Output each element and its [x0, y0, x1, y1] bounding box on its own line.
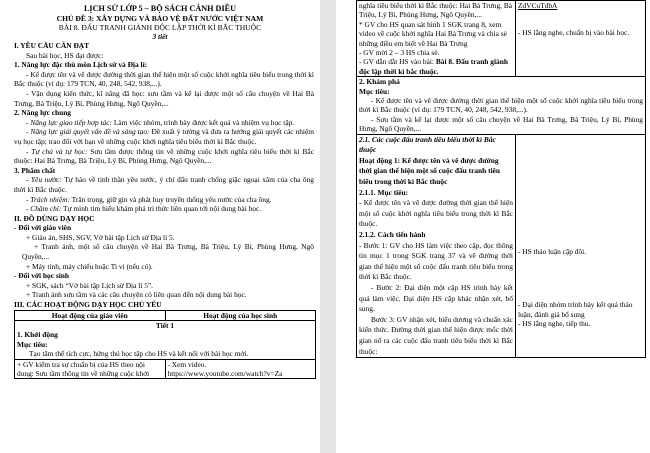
paragraph: [0, 204, 320, 214]
page-gutter: [320, 0, 336, 453]
activity-heading: 2. Khám phá: [359, 77, 400, 87]
procedure-heading: 2.1.2. Cách tiến hành: [359, 230, 426, 240]
student-activity: - Đại diện nhóm trình bày kết quả thảo luận, đánh giá bổ sung: [517, 300, 633, 319]
objective-text: Tạo tâm thế tích cực, hứng thú học tập cho HS và kết nối với bài học mới.: [29, 349, 249, 359]
teacher-text: - GV dẫn dắt HS vào bài:: [359, 57, 434, 67]
paragraph: [0, 175, 320, 194]
paragraph: - Vận dụng kiến thức, kĩ năng đã học: sưu tầm và kể lại được một số câu chuyện về Hai Bà Trưng, Bà Triệu, Lý Bí, Phùng Hưng, Ngô Quyền,...: [14, 88, 314, 108]
student-activity: - HS lắng nghe, chuẩn bị vào bài học.: [517, 28, 630, 38]
skill-text: Đề xuất ý tưởng và đưa ra hướng giải quyết các nhiệm vụ học tập; trao đổi với bạn về những cuộc khởi nghĩa tiêu biểu thời kì Bắc thuộc.: [14, 127, 314, 146]
quality-text: Tự hào về tinh thần yêu nước, ý chí đấu tranh chống giặc ngoại xâm của cha ông thời kì Bắc thuộc.: [14, 175, 314, 194]
subsection-heading: 2. Năng lực chung: [14, 108, 71, 118]
subsection-heading: - Đối với học sinh: [14, 271, 70, 281]
paragraph: [0, 127, 320, 146]
doc-title: LỊCH SỬ LỚP 5 – BỘ SÁCH CÁNH DIỀU: [83, 4, 237, 13]
quality-label: - Chăm chỉ:: [26, 204, 62, 214]
quality-text: Trân trọng, giữ gìn và phát huy truyền thống yêu nước của cha ông.: [69, 194, 272, 204]
subsection-heading: - Đối với giáo viên: [14, 223, 72, 233]
skill-label: - Năng lực giải quyết vấn đề và sáng tạo:: [26, 127, 150, 137]
student-cell: [515, 134, 645, 357]
paragraph: [0, 118, 320, 128]
procedure-step: - Bước 1: GV cho HS làm việc theo cặp, đọc thông tin mục 1 trong SGK trang 37 và vẽ đường thời gian thể hiện một số cuộc đấu tranh tiêu biểu trong thời kì Bắc thuộc.: [359, 240, 513, 282]
skill-text: Sưu tầm được thông tin về những cuộc khởi nghĩa tiêu biểu thời kì Bắc thuộc: Hai Bà Trưng, Bà Triệu, Lý Bí, Phùng Hưng, Ngô Quyền,...: [14, 146, 314, 166]
teacher-cell: [357, 134, 516, 357]
teacher-cell: [357, 1, 516, 77]
student-cell: [515, 1, 645, 77]
right-page: [336, 0, 650, 453]
paragraph: + Giáo án, SHS, SGV, Vở bài tập Lịch sử Địa lí 5.: [26, 232, 175, 242]
topic-title: CHỦ ĐỀ 3: XÂY DỰNG VÀ BẢO VỆ ĐẤT NƯỚC VIỆT NAM: [56, 14, 264, 23]
student-activity: - Xem video.: [167, 359, 207, 369]
skill-text: Làm việc nhóm, trình bày được kết quả và nhiệm vụ học tập.: [111, 117, 295, 127]
teacher-activity: nghĩa tiêu biểu thời kì Bắc thuộc: Hai Bà Trưng, Bà Triệu, Lý Bí, Phùng Hưng, Ngô Quyền,...: [359, 1, 513, 20]
activity-title: Hoạt động 1: Kể được tên và vẽ được đường thời gian thể hiện một số cuộc đấu tranh tiêu biểu trong thời kì Bắc thuộc: [359, 155, 501, 187]
table-row: [15, 321, 316, 360]
activities-table: [14, 310, 316, 380]
objective-label: Mục tiêu:: [359, 86, 390, 96]
objective-label: 2.1.1. Mục tiêu:: [359, 187, 409, 197]
paragraph: + Tranh ảnh sưu tầm và các câu chuyện có liên quan đến nội dung bài học.: [26, 290, 247, 300]
quality-label: - Trách nhiệm:: [26, 194, 70, 204]
objective-label: Mục tiêu:: [17, 339, 48, 349]
student-activity: - HS lắng nghe, tiếp thu.: [517, 318, 591, 328]
teacher-activity: - GV mời 2 – 3 HS chia sẻ.: [359, 48, 440, 58]
objective-text: - Sưu tầm và kể lại được một số câu chuyện về Hai Bà Trưng, Bà Triệu, Lý Bí, Phùng Hưng, Ngô Quyền,...: [359, 114, 643, 134]
skill-label: - Tự chủ và tự học:: [26, 146, 88, 156]
left-page: [0, 0, 320, 453]
teacher-cell: [15, 359, 166, 379]
paragraph: [0, 147, 320, 166]
subactivity-heading: 2.1. Các cuộc đấu tranh tiêu biểu thời kì Bắc thuộc: [359, 134, 496, 155]
paragraph: [0, 195, 320, 205]
objective-text: - Kể được tên và vẽ được đường thời gian thể hiện một số cuộc khởi nghĩa tiêu biểu trong thời kì Bắc thuộc (ví dụ: 179 TCN, 40, 248, 542, 938,...).: [359, 96, 643, 115]
student-activity: - HS thảo luận cặp đôi.: [517, 246, 587, 256]
period-label: Tiết 1: [155, 321, 175, 331]
quality-label: - Yêu nước:: [26, 175, 62, 185]
skill-label: - Năng lực giao tiếp hợp tác:: [26, 117, 112, 127]
lesson-name: Bài 8. Đấu tranh giành độc lập thời kì bắc thuộc.: [359, 57, 508, 76]
objective-text: - Kể được tên và vẽ được đường thời gian thể hiện một số cuộc khởi nghĩa tiêu biểu trong thời kì Bắc thuộc.: [359, 198, 513, 229]
section-heading: II. ĐỒ DÙNG DẠY HỌC: [14, 213, 95, 223]
procedure-step: - Bước 2: Đại diện một cặp HS trình bày kết quả làm việc. Đại diện HS cặp khác nhận xét, bổ sung.: [359, 283, 513, 314]
teacher-activity: * GV cho HS quan sát hình 1 SGK trang 8, xem video về cuộc khởi nghĩa Hai Bà Trưng và chia sẻ những điều em biết về Hai Bà Trưng: [359, 19, 507, 48]
video-link[interactable]: https://www.youtube.com/watch?v=Za: [167, 369, 283, 379]
teacher-activity: + GV kiểm tra sự chuẩn bị của HS theo nội dung: Sưu tầm thông tin về những cuộc khởi: [17, 359, 150, 379]
video-link-continued[interactable]: ZdVCuTdbA: [517, 1, 558, 10]
lesson-title: BÀI 8. ĐẤU TRANH GIÀNH ĐỘC LẬP THỜI KÌ BẮC THUỘC: [58, 23, 262, 32]
activity-heading: 1. Khởi động: [17, 330, 58, 340]
activities-table-continued: [356, 0, 646, 358]
teacher-activity: [359, 57, 513, 76]
table-header-teacher: Hoạt động của giáo viên: [15, 310, 166, 320]
quality-text: Tự mình tìm hiểu khám phá tri thức liên quan tới nội dung bài học.: [61, 204, 262, 214]
paragraph: + SGK, sách “Vở bài tập Lịch sử Địa lí 5”.: [26, 280, 154, 290]
student-cell: [165, 359, 316, 379]
table-row: [357, 77, 646, 134]
subsection-heading: 1. Năng lực đặc thù môn Lịch sử và Địa lí:: [14, 60, 148, 70]
subsection-heading: 3. Phẩm chất: [14, 165, 56, 175]
procedure-step: Bước 3: GV nhận xét, biểu dương và chuẩn xác kiến thức. Đường thời gian thể hiện được mốc thời gian nổ ra các cuộc đấu tranh tiêu biểu thời kì Bắc thuộc:: [359, 314, 513, 356]
paragraph: + Máy tính, máy chiếu hoặc Ti vi (nếu có).: [26, 261, 153, 271]
activities-table-wrap: [0, 310, 320, 380]
section-heading: III. CÁC HOẠT ĐỘNG DẠY HỌC CHỦ YẾU: [14, 300, 162, 310]
paragraph: Sau bài học, HS đạt được:: [26, 50, 104, 60]
section-heading: I. YÊU CẦU CẦN ĐẠT: [14, 41, 90, 50]
table-header-student: Hoạt động của học sinh: [165, 310, 316, 320]
activities-table-cont-wrap: [336, 0, 650, 358]
paragraph: + Tranh ảnh, một số câu chuyện về Hai Bà Trưng, Bà Triệu, Lý Bí, Phùng Hưng, Ngô Quyền,...: [22, 242, 314, 262]
lesson-duration: 3 tiết: [152, 32, 168, 41]
paragraph: - Kể được tên và vẽ được đường thời gian thể hiện một số cuộc khởi nghĩa tiêu biểu trong thời kì Bắc thuộc (ví dụ: 179 TCN, 40, 248, 542, 938,...).: [14, 69, 314, 89]
